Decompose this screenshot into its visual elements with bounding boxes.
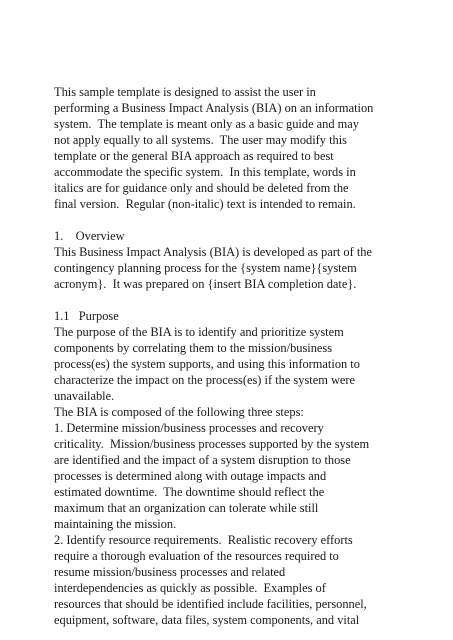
purpose-line: maintaining the mission. [54, 517, 177, 531]
intro-line: performing a Business Impact Analysis (BIA) on an information [54, 101, 374, 115]
intro-line: system. The template is meant only as a basic guide and may [54, 117, 359, 131]
overview-line: This Business Impact Analysis (BIA) is developed as part of the [54, 245, 372, 259]
overview-line: contingency planning process for the {system name}{system [54, 261, 357, 275]
purpose-line: estimated downtime. The downtime should reflect the [54, 485, 325, 499]
purpose-line: process(es) the system supports, and using this information to [54, 357, 360, 371]
purpose-line: resume mission/business processes and related [54, 565, 286, 579]
intro-line: italics are for guidance only and should be deleted from the [54, 181, 349, 195]
purpose-line: components by correlating them to the mission/business [54, 341, 333, 355]
purpose-line: require a thorough evaluation of the resources required to [54, 549, 339, 563]
intro-line: not apply equally to all systems. The user may modify this [54, 133, 347, 147]
purpose-line: unavailable. [54, 389, 115, 403]
intro-line: final version. Regular (non-italic) text is intended to remain. [54, 197, 356, 211]
purpose-line: 1. Determine mission/business processes and recovery [54, 421, 324, 435]
intro-line: This sample template is designed to assist the user in [54, 85, 316, 99]
overview-line: acronym}. It was prepared on {insert BIA completion date}. [54, 277, 357, 291]
overview-heading: 1. Overview [54, 229, 125, 243]
purpose-line: 2. Identify resource requirements. Realistic recovery efforts [54, 533, 353, 547]
purpose-line: The BIA is composed of the following three steps: [54, 405, 304, 419]
purpose-line: equipment, software, data files, system components, and vital [54, 613, 360, 627]
purpose-line: characterize the impact on the process(es) if the system were [54, 373, 356, 387]
purpose-line: maximum that an organization can tolerate while still [54, 501, 319, 515]
intro-line: accommodate the specific system. In this template, words in [54, 165, 356, 179]
purpose-heading: 1.1 Purpose [54, 309, 119, 323]
purpose-line: processes is determined along with outage impacts and [54, 469, 327, 483]
purpose-line: The purpose of the BIA is to identify and prioritize system [54, 325, 344, 339]
purpose-line: criticality. Mission/business processes supported by the system [54, 437, 370, 451]
purpose-line: interdependencies as quickly as possible. Examples of [54, 581, 326, 595]
purpose-line: resources that should be identified include facilities, personnel, [54, 597, 367, 611]
purpose-line: are identified and the impact of a system disruption to those [54, 453, 351, 467]
intro-line: template or the general BIA approach as required to best [54, 149, 334, 163]
